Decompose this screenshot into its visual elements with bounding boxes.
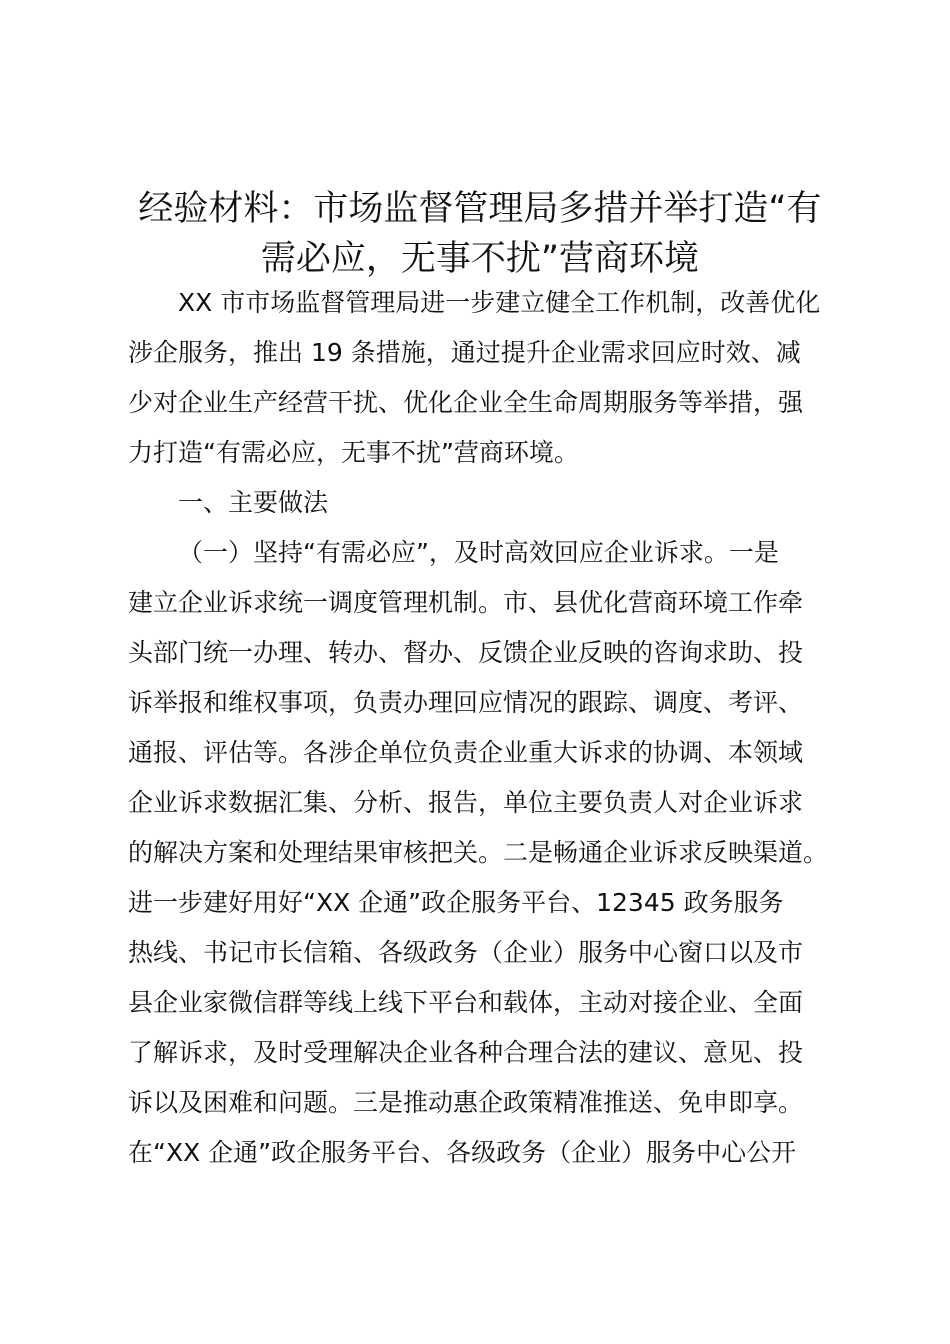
document-title	[120, 184, 840, 284]
title-line: 经验材料：市场监督管理局多措并举打造“有	[138, 189, 822, 229]
section-heading: 一、主要做法	[178, 488, 329, 517]
paragraph-line: 的解决方案和处理结果审核把关。二是畅通企业诉求反映渠道。	[128, 838, 829, 867]
title-line: 需必应，无事不扰”营商环境	[260, 239, 700, 279]
paragraph-line: XX 市市场监督管理局进一步建立健全工作机制，改善优化	[178, 288, 821, 317]
paragraph-line: 头部门统一办理、转办、督办、反馈企业反映的咨询求助、投	[128, 638, 804, 667]
paragraph-line: 县企业家微信群等线上线下平台和载体，主动对接企业、全面	[128, 988, 804, 1017]
paragraph-line: （一）坚持“有需必应”，及时高效回应企业诉求。一是	[178, 538, 779, 567]
paragraph-line: 通报、评估等。各涉企单位负责企业重大诉求的协调、本领域	[128, 738, 804, 767]
paragraph-line: 企业诉求数据汇集、分析、报告，单位主要负责人对企业诉求	[128, 788, 804, 817]
paragraph-line: 进一步建好用好“XX 企通”政企服务平台、12345 政务服务	[128, 888, 784, 917]
paragraph-line: 涉企服务，推出 19 条措施，通过提升企业需求回应时效、减	[128, 338, 801, 367]
paragraph-line: 在“XX 企通”政企服务平台、各级政务（企业）服务中心公开	[128, 1138, 797, 1167]
paragraph-line: 了解诉求，及时受理解决企业各种合理合法的建议、意见、投	[128, 1038, 804, 1067]
paragraph-line: 热线、书记市长信箱、各级政务（企业）服务中心窗口以及市	[128, 938, 804, 967]
paragraph-line: 诉以及困难和问题。三是推动惠企政策精准推送、免申即享。	[128, 1088, 804, 1117]
paragraph-line: 力打造“有需必应，无事不扰”营商环境。	[128, 438, 579, 467]
paragraph-line: 建立企业诉求统一调度管理机制。市、县优化营商环境工作牵	[128, 588, 804, 617]
document-body	[128, 278, 840, 1178]
paragraph-line: 诉举报和维权事项，负责办理回应情况的跟踪、调度、考评、	[128, 688, 804, 717]
paragraph-line: 少对企业生产经营干扰、优化企业全生命周期服务等举措，强	[128, 388, 804, 417]
